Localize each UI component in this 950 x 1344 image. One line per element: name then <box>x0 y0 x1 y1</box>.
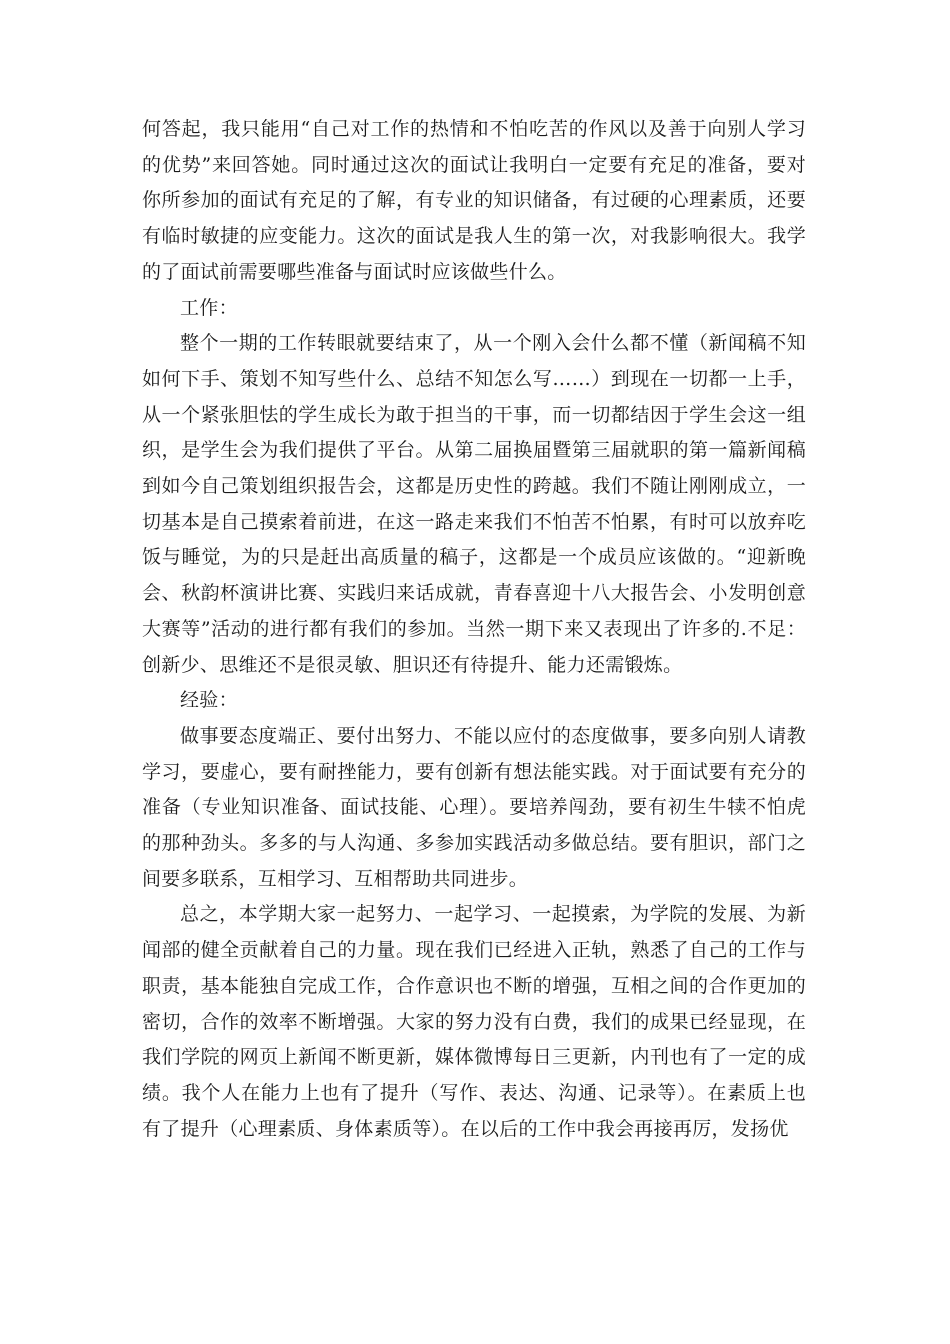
heading-work: 工作： <box>180 296 238 319</box>
paragraph-summary: 总之，本学期大家一起努力、一起学习、一起摸索，为学院的发展、为新闻部的健全贡献着自己的力量。现在我们已经进入正轨，熟悉了自己的工作与职责，基本能独自完成工作，合作意识也不断的增强，互相之间的合作更加的密切，合作的效率不断增强。大家的努力没有白费，我们的成果已经显现，在我们学院的网页上新闻不断更新，媒体微博每日三更新，内刊也有了一定的成绩。我个人在能力上也有了提升（写作、表达、沟通、记录等）。在素质上也有了提升（心理素质、身体素质等）。在以后的工作中我会再接再厉，发扬优 <box>142 903 806 1140</box>
paragraph-interview-reflection: 何答起，我只能用“自己对工作的热情和不怕吃苦的作风以及善于向别人学习的优势”来回答她。同时通过这次的面试让我明白一定要有充足的准备，要对你所参加的面试有充足的了解，有专业的知识储备，有过硬的心理素质，还要有临时敏捷的应变能力。这次的面试是我人生的第一次，对我影响很大。我学的了面试前需要哪些准备与面试时应该做些什么。 <box>142 118 806 283</box>
paragraph-experience: 做事要态度端正、要付出努力、不能以应付的态度做事，要多向别人请教学习，要虚心，要有耐挫能力，要有创新有想法能实践。对于面试要有充分的准备（专业知识准备、面试技能、心理）。要培养闯劲，要有初生牛犊不怕虎的那种劲头。多多的与人沟通、多参加实践活动多做总结。要有胆识，部门之间要多联系，互相学习、互相帮助共同进步。 <box>142 724 806 890</box>
paragraph-work: 整个一期的工作转眼就要结束了，从一个刚入会什么都不懂（新闻稿不知如何下手、策划不知写些什么、总结不知怎么写……）到现在一切都一上手，从一个紧张胆怯的学生成长为敢于担当的干事，而一切都结因于学生会这一组织，是学生会为我们提供了平台。从第二届换届暨第三届就职的第一篇新闻稿到如今自己策划组织报告会，这都是历史性的跨越。我们不随让刚刚成立，一切基本是自己摸索着前进，在这一路走来我们不怕苦不怕累，有时可以放弃吃饭与睡觉，为的只是赶出高质量的稿子，这都是一个成员应该做的。“迎新晚会、秋韵杯演讲比赛、实践归来话成就，青春喜迎十八大报告会、小发明创意大赛等”活动的进行都有我们的参加。当然一期下来又表现出了许多的.不足：创新少、思维还不是很灵敏、胆识还有待提升、能力还需锻炼。 <box>142 332 806 676</box>
document-body <box>142 112 806 1147</box>
heading-experience: 经验： <box>180 689 238 712</box>
